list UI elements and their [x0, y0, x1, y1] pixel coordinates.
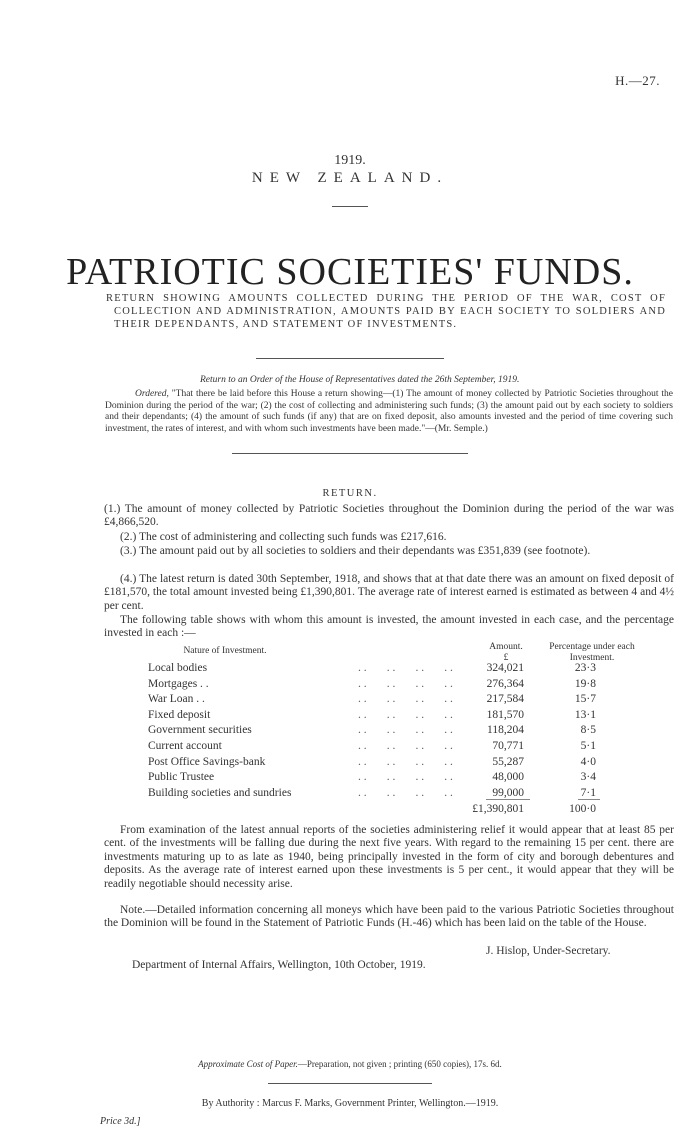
- paper-reference: H.—27.: [615, 73, 660, 88]
- investment-nature: Building societies and sundries: [148, 786, 292, 799]
- col-header-nature: Nature of Investment.: [183, 646, 267, 656]
- investment-percentage: 3·4: [580, 771, 596, 784]
- table-row: [148, 771, 668, 785]
- intro-heading: Return to an Order of the House of Representatives dated the 26th September, 1919.: [200, 375, 520, 385]
- total-percentage: 100·0: [569, 803, 596, 815]
- document-year: 1919.: [334, 153, 366, 168]
- investment-nature: Mortgages . .: [148, 677, 209, 690]
- divider: [232, 453, 468, 454]
- divider: [268, 1083, 432, 1084]
- leader-dots: . . . . . . . .: [358, 771, 453, 784]
- closing-para: From examination of the latest annual reports of the societies administering relief it would appear that at least 85 per cent. of the investments will be falling due during the next five years. With regard to the remaining 15 per cent. there are investments maturing up to as late as 1940, being principally invested in the form of city and borough debentures and deposits. As the average rate of interest earned upon these investments is 5 per cent., it would appear that they will be readily negotiable should necessity arise.: [104, 824, 674, 890]
- investment-amount: 276,364: [486, 677, 524, 690]
- col-header-percentage: Percentage under each Investment.: [549, 642, 635, 663]
- cost-text: —Preparation, not given ; printing (650 copies), 17s. 6d.: [297, 1059, 502, 1069]
- investment-amount: 55,287: [492, 755, 524, 768]
- total-rule: [486, 799, 530, 800]
- investment-nature: Local bodies: [148, 662, 208, 674]
- ordered-word: Ordered,: [135, 389, 169, 399]
- table-row: [148, 678, 668, 692]
- return-para-5: The following table shows with whom this amount is invested, the amount invested in each case, and the percentage invested in each :—: [104, 614, 674, 640]
- investment-nature: Current account: [148, 740, 222, 752]
- return-para-1: (1.) The amount of money collected by Patriotic Societies throughout the Dominion during the period of the war was £4,866,520.: [104, 503, 674, 529]
- investment-percentage: 13·1: [574, 708, 596, 721]
- table-row: [148, 724, 668, 738]
- investment-percentage: 19·8: [574, 677, 596, 690]
- investment-amount: 118,204: [487, 724, 524, 737]
- investment-amount: 181,570: [486, 708, 524, 721]
- table-row: [148, 740, 668, 754]
- investment-percentage: 15·7: [574, 693, 596, 706]
- table-row: [148, 693, 668, 707]
- investment-nature: Fixed deposit: [148, 708, 211, 721]
- investment-amount: 48,000: [492, 771, 524, 784]
- total-amount: £1,390,801: [472, 803, 524, 815]
- table-row: [148, 662, 668, 676]
- investment-percentage: 23·3: [574, 662, 596, 674]
- cost-note: [0, 1059, 700, 1069]
- intro-text: "That there be laid before this House a return showing—(1) The amount of money collected by Patriotic Societies throughout the Dominion during the period of the war; (2) the cost of collecting and administering such funds; (3) the amount paid out by each society to soldiers and their dependants; (4) the amount of such funds (if any) that are on fixed deposit, also amounts invested and the period of time covering such investment, the rates of interest, and with whom such investments have been made."—(Mr. Semple.): [105, 389, 673, 434]
- divider: [256, 358, 444, 359]
- col-header-amount: Amount.: [489, 642, 523, 652]
- investment-amount: 99,000: [492, 786, 524, 799]
- investment-nature: War Loan . .: [148, 693, 205, 706]
- department-line: Department of Internal Affairs, Wellington, 10th October, 1919.: [132, 959, 426, 971]
- investment-amount: 70,771: [492, 740, 524, 752]
- leader-dots: . . . . . . . .: [358, 708, 453, 721]
- country-heading: NEW ZEALAND.: [251, 170, 449, 186]
- divider: [332, 206, 368, 207]
- investment-nature: Public Trustee: [148, 771, 215, 784]
- price-label: Price 3d.]: [100, 1116, 141, 1127]
- leader-dots: . . . . . . . .: [358, 662, 453, 674]
- investment-amount: 324,021: [486, 662, 524, 674]
- leader-dots: . . . . . . . .: [358, 786, 453, 799]
- intro-body: [105, 389, 673, 435]
- cost-label: Approximate Cost of Paper.: [198, 1059, 298, 1069]
- investment-percentage: 7·1: [580, 786, 596, 799]
- return-para-2: (2.) The cost of administering and collecting such funds was £217,616.: [120, 531, 447, 543]
- authority-line: By Authority : Marcus F. Marks, Government Printer, Wellington.—1919.: [201, 1098, 499, 1109]
- signature: J. Hislop, Under-Secretary.: [486, 945, 611, 957]
- leader-dots: . . . . . . . .: [358, 755, 453, 768]
- table-row: [148, 756, 668, 770]
- return-para-3: (3.) The amount paid out by all societies to soldiers and their dependants was £351,839 (see footnote).: [120, 545, 591, 557]
- table-row: [148, 709, 668, 723]
- investment-percentage: 5·1: [580, 740, 596, 752]
- investment-amount: 217,584: [486, 693, 524, 706]
- leader-dots: . . . . . . . .: [358, 677, 453, 690]
- leader-dots: . . . . . . . .: [358, 693, 453, 706]
- investment-nature: Government securities: [148, 724, 252, 737]
- col-header-amount-unit: £: [503, 653, 509, 663]
- return-para-4: (4.) The latest return is dated 30th September, 1918, and shows that at that date there was an amount on fixed deposit of £181,570, the total amount invested being £1,390,801. The average rate of interest earned is estimated as between 4 and 4½ per cent.: [104, 573, 674, 612]
- leader-dots: . . . . . . . .: [358, 724, 453, 737]
- document-subtitle: RETURN SHOWING AMOUNTS COLLECTED DURING THE PERIOD OF THE WAR, COST OF COLLECTION AND ADMINISTRATION, AMOUNTS PAID BY EACH SOCIETY TO SOLDIERS AND THEIR DEPENDANTS, AND STATEMENT OF INVESTMENTS.: [106, 293, 666, 330]
- investment-percentage: 8·5: [580, 724, 596, 737]
- investment-nature: Post Office Savings-bank: [148, 755, 266, 768]
- note-para: Note.—Detailed information concerning all moneys which have been paid to the various Patriotic Societies throughout the Dominion will be found in the Statement of Patriotic Funds (H.-46) which has been laid on the table of the House.: [104, 904, 674, 930]
- investment-percentage: 4·0: [580, 755, 596, 768]
- total-rule: [578, 799, 600, 800]
- leader-dots: . . . . . . . .: [358, 740, 453, 752]
- return-heading: RETURN.: [322, 488, 378, 499]
- document-title: PATRIOTIC SOCIETIES' FUNDS.: [66, 251, 634, 293]
